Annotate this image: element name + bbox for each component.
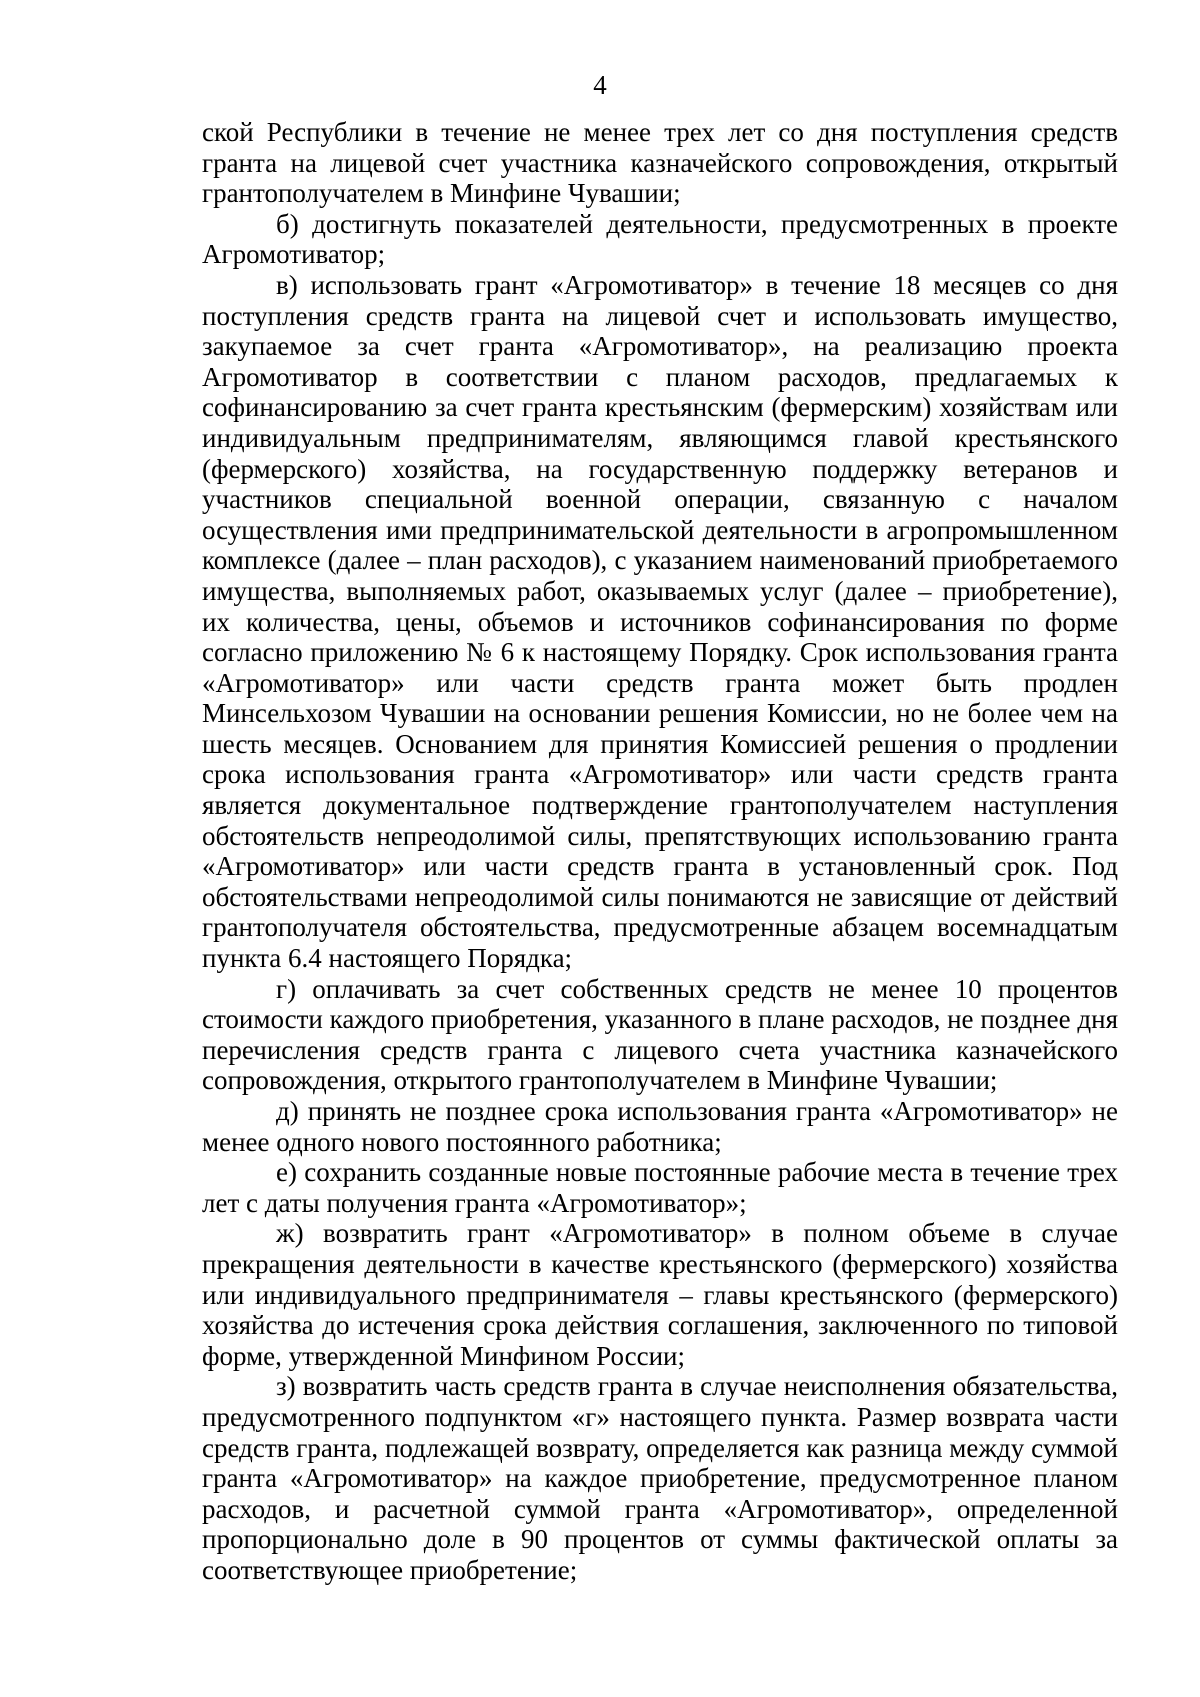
document-body — [202, 117, 1118, 1586]
paragraph-item-d: д) принять не позднее срока использования гранта «Агромотиватор» не менее одного нового постоянного работника; — [202, 1096, 1118, 1157]
paragraph-item-e: е) сохранить созданные новые постоянные рабочие места в течение трех лет с даты получения гранта «Агромотиватор»; — [202, 1157, 1118, 1218]
paragraph-item-z: з) возвратить часть средств гранта в случае неисполнения обязательства, предусмотренного подпунктом «г» настоящего пункта. Размер возврата части средств гранта, подлежащей возврату, определяется как разница между суммой гранта «Агромотиватор» на каждое приобретение, предусмотренное планом расходов, и расчетной суммой гранта «Агромотиватор», определенной пропорционально доле в 90 процентов от суммы фактической оплаты за соответствующее приобретение; — [202, 1371, 1118, 1585]
page-number: 4 — [593, 70, 607, 100]
paragraph-continuation: ской Республики в течение не менее трех лет со дня поступления средств гранта на лицевой счет участника казначейского сопровождения, открытый грантополучателем в Минфине Чувашии; — [202, 117, 1118, 209]
paragraph-item-zh: ж) возвратить грант «Агромотиватор» в полном объеме в случае прекращения деятельности в качестве крестьянского (фермерского) хозяйства или индивидуального предпринимателя – главы крестьянского (фермерского) хозяйства до истечения срока действия соглашения, заключенного по типовой форме, утвержденной Минфином России; — [202, 1218, 1118, 1371]
paragraph-item-g: г) оплачивать за счет собственных средств не менее 10 процентов стоимости каждого приобретения, указанного в плане расходов, не позднее дня перечисления средств гранта с лицевого счета участника казначейского сопровождения, открытого грантополучателем в Минфине Чувашии; — [202, 973, 1118, 1096]
paragraph-item-b: б) достигнуть показателей деятельности, предусмотренных в проекте Агромотиватор; — [202, 208, 1118, 270]
paragraph-item-v: в) использовать грант «Агромотиватор» в течение 18 месяцев со дня поступления средств гранта на лицевой счет и использовать имущество, закупаемое за счет гранта «Агромотиватор», на реализацию проекта Агромотиватор в соответствии с планом расходов, предлагаемых к софинансированию за счет гранта крестьянским (фермерским) хозяйствам или индивидуальным предпринимателям, являющимся главой крестьянского (фермерского) хозяйства, на государственную поддержку ветеранов и участников специальной военной операции, связанную с началом осуществления ими предпринимательской деятельности в агропромышленном комплексе (далее – план расходов), с указанием наименований приобретаемого имущества, выполняемых работ, оказываемых услуг (далее – приобретение), их количества, цены, объемов и источников софинансирования по форме согласно приложению № 6 к настоящему Порядку. Срок использования гранта «Агромотиватор» или части средств гранта может быть продлен Минсельхозом Чувашии на основании решения Комиссии, но не более чем на шесть месяцев. Основанием для принятия Комиссией решения о продлении срока использования гранта «Агромотиватор» или части средств гранта является документальное подтверждение грантополучателем наступления обстоятельств непреодолимой силы, препятствующих использованию гранта «Агромотиватор» или части средств гранта в установленный срок. Под обстоятельствами непреодолимой силы понимаются не зависящие от действий грантополучателя обстоятельства, предусмотренные абзацем восемнадцатым пункта 6.4 настоящего Порядка; — [202, 269, 1118, 974]
